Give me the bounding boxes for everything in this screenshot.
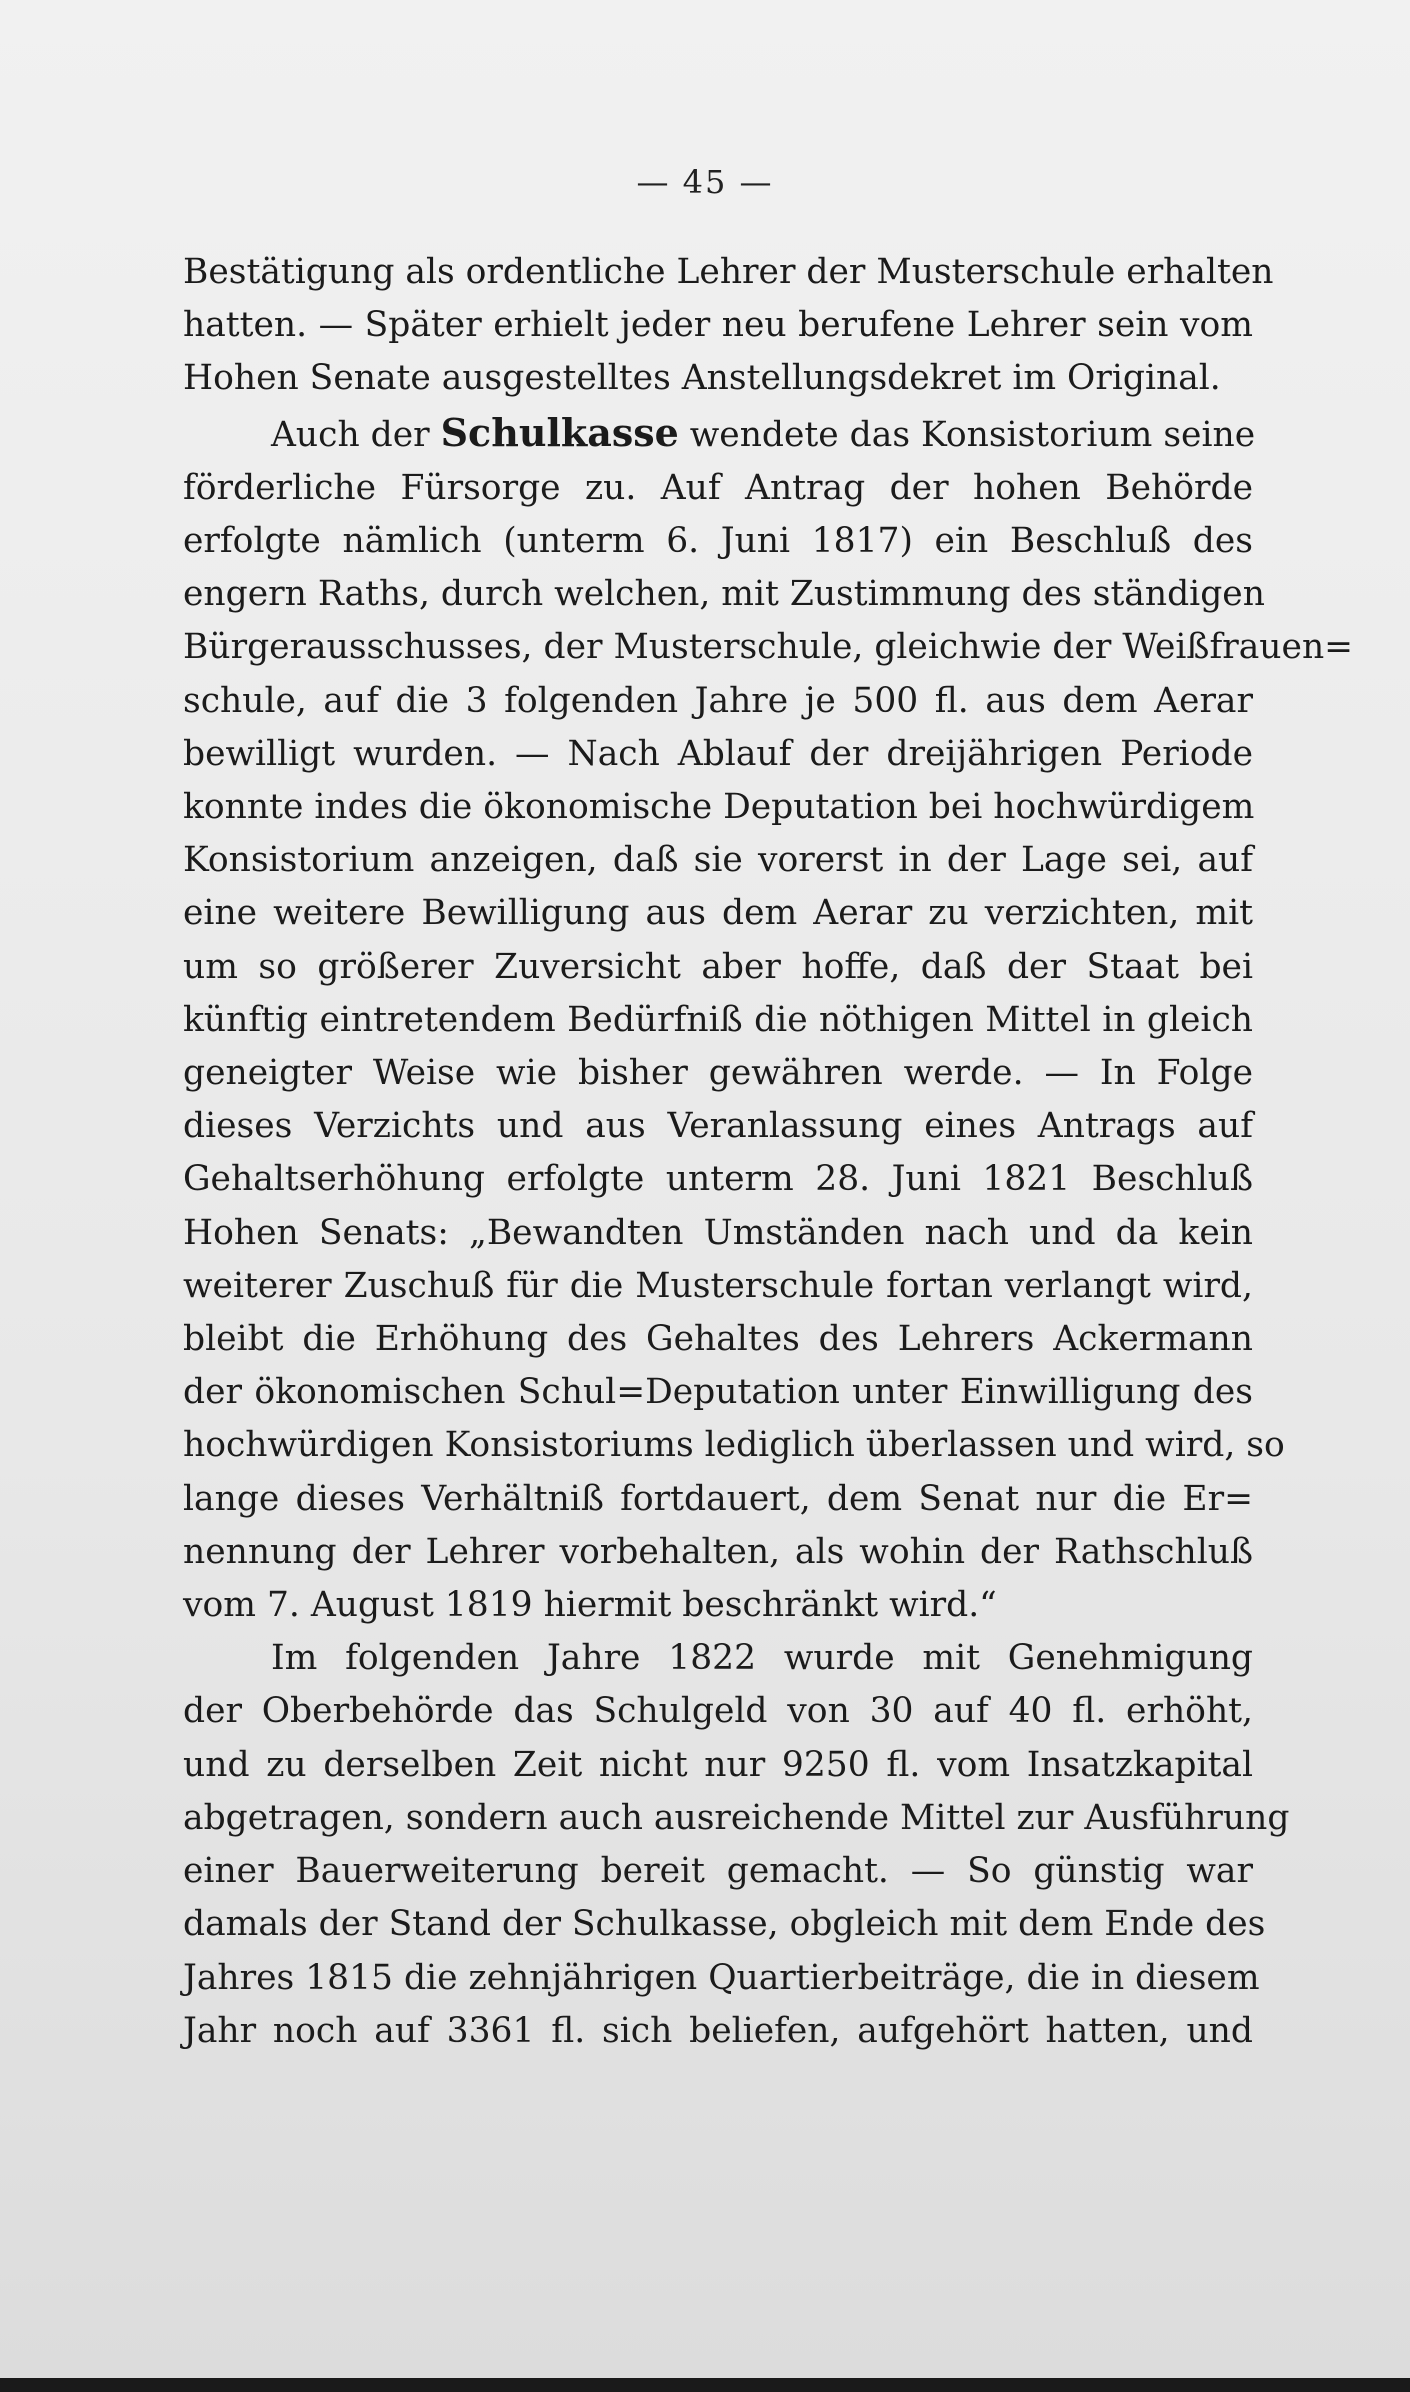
text-line: hochwürdigen Konsistoriums lediglich überlassen und wird, so: [183, 1425, 1285, 1466]
paragraph: [183, 1632, 1290, 2058]
text-line: damals der Stand der Schulkasse, obgleich mit dem Ende des: [183, 1904, 1266, 1945]
text-line: der ökonomischen Schul=Deputation unter Einwilligung des: [183, 1372, 1253, 1413]
paragraph: [183, 246, 1274, 406]
text-line: Bestätigung als ordentliche Lehrer der Musterschule erhalten: [183, 252, 1274, 292]
text-line: lange dieses Verhältniß fortdauert, dem Senat nur die Er=: [183, 1478, 1253, 1519]
text-line: um so größerer Zuversicht aber hoffe, daß der Staat bei: [183, 946, 1253, 987]
text-line: vom 7. August 1819 hiermit beschränkt wird.“: [183, 1585, 997, 1626]
text-line: erfolgte nämlich (unterm 6. Juni 1817) ein Beschluß des: [183, 521, 1253, 562]
text-line: weiterer Zuschuß für die Musterschule fortan verlangt wird,: [183, 1265, 1253, 1306]
text-line: Gehaltserhöhung erfolgte unterm 28. Juni 1821 Beschluß: [183, 1159, 1253, 1200]
text-line: dieses Verzichts und aus Veranlassung eines Antrags auf: [183, 1106, 1253, 1147]
emphasized-term: Schulkasse: [440, 409, 679, 455]
scan-bottom-edge: [0, 2378, 1410, 2392]
text-line: künftig eintretendem Bedürfniß die nöthigen Mittel in gleich: [183, 999, 1253, 1040]
text-line: Bürgerausschusses, der Musterschule, gleichwie der Weißfrauen=: [183, 627, 1354, 668]
text-line: und zu derselben Zeit nicht nur 9250 fl. vom Insatzkapital: [183, 1744, 1253, 1785]
body-text: [183, 246, 1354, 2058]
text-line: Konsistorium anzeigen, daß sie vorerst in der Lage sei, auf: [183, 840, 1253, 881]
text-line: Jahres 1815 die zehnjährigen Quartierbeiträge, die in diesem: [183, 1957, 1260, 1998]
text-line: hatten. — Später erhielt jeder neu berufene Lehrer sein vom: [183, 305, 1253, 346]
text-line: abgetragen, sondern auch ausreichende Mittel zur Ausführung: [183, 1797, 1290, 1838]
text-line: Hohen Senats: „Bewandten Umständen nach und da kein: [183, 1212, 1253, 1253]
text-line: konnte indes die ökonomische Deputation bei hochwürdigem: [183, 787, 1255, 828]
text-line: schule, auf die 3 folgenden Jahre je 500 fl. aus dem Aerar: [183, 680, 1253, 721]
paragraph: [183, 406, 1354, 1633]
page-number: — 45 —: [636, 163, 774, 201]
text-segment: Auch der: [271, 414, 441, 455]
text-line: nennung der Lehrer vorbehalten, als wohin der Rathschluß: [183, 1531, 1253, 1572]
text-line: engern Raths, durch welchen, mit Zustimmung des ständigen: [183, 574, 1265, 615]
text-line: der Oberbehörde das Schulgeld von 30 auf 40 fl. erhöht,: [183, 1691, 1253, 1732]
text-line: Im folgenden Jahre 1822 wurde mit Genehmigung: [271, 1638, 1253, 1679]
text-segment: wendete das Konsistorium seine: [678, 414, 1256, 455]
text-line: Hohen Senate ausgestelltes Anstellungsdekret im Original.: [183, 358, 1221, 399]
text-line: eine weitere Bewilligung aus dem Aerar zu verzichten, mit: [183, 893, 1253, 934]
text-line: einer Bauerweiterung bereit gemacht. — So günstig war: [183, 1851, 1253, 1892]
text-line: [183, 406, 1256, 462]
text-line: bleibt die Erhöhung des Gehaltes des Lehrers Ackermann: [183, 1319, 1253, 1360]
text-line: geneigter Weise wie bisher gewähren werde. — In Folge: [183, 1053, 1253, 1094]
text-line: förderliche Fürsorge zu. Auf Antrag der hohen Behörde: [183, 467, 1253, 508]
text-line: bewilligt wurden. — Nach Ablauf der dreijährigen Periode: [183, 733, 1253, 774]
text-line: Jahr noch auf 3361 fl. sich beliefen, aufgehört hatten, und: [183, 2010, 1253, 2051]
